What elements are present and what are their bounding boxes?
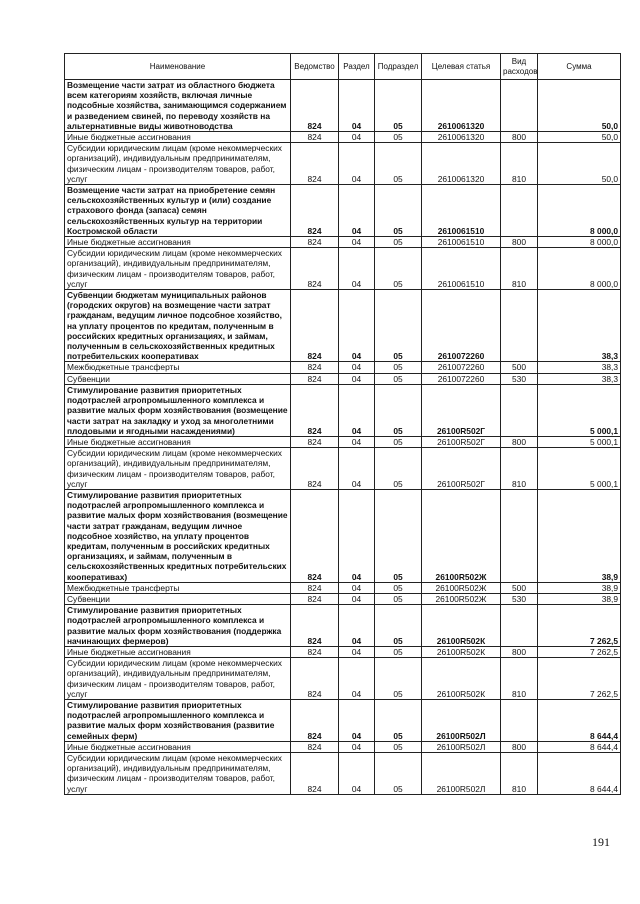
header-kind: Вид расходов: [501, 54, 538, 80]
table-row: [65, 605, 621, 647]
cell-department: 824: [291, 593, 339, 604]
cell-kind: [501, 290, 538, 362]
cell-sum: 38,9: [538, 593, 621, 604]
header-department: Ведомство: [291, 54, 339, 80]
table-row: [65, 237, 621, 248]
cell-sum: 8 000,0: [538, 185, 621, 237]
cell-department: 824: [291, 132, 339, 143]
cell-department: 824: [291, 605, 339, 647]
cell-kind: 500: [501, 362, 538, 373]
cell-target: 26100R502Л: [422, 699, 501, 741]
cell-target: 26100R502Г: [422, 448, 501, 490]
table-row: [65, 582, 621, 593]
cell-target: 26100R502Г: [422, 436, 501, 447]
cell-subsection: 05: [375, 143, 422, 185]
cell-sum: 5 000,1: [538, 448, 621, 490]
cell-name: Межбюджетные трансферты: [65, 362, 291, 373]
cell-subsection: 05: [375, 248, 422, 290]
cell-sum: 5 000,1: [538, 384, 621, 436]
cell-kind: 530: [501, 373, 538, 384]
cell-sum: 50,0: [538, 132, 621, 143]
table-row: [65, 448, 621, 490]
table-body: [65, 80, 621, 795]
cell-sum: 38,9: [538, 489, 621, 582]
cell-name: Стимулирование развития приоритетных подотраслей агропромышленного комплекса и развитие малых форм хозяйствования (возмещение части затрат гражданам, ведущим личное подсобное хозяйство, на уплату процентов кредитам, полученным в российских кредитных организациях, и займам, полученным в сельскохозяйственных кредитных потребительских кооперативах): [65, 489, 291, 582]
cell-section: 04: [339, 80, 375, 132]
cell-sum: 8 644,4: [538, 741, 621, 752]
cell-department: 824: [291, 248, 339, 290]
header-target: Целевая статья: [422, 54, 501, 80]
cell-target: 2610061510: [422, 237, 501, 248]
cell-kind: [501, 699, 538, 741]
cell-section: 04: [339, 185, 375, 237]
cell-kind: [501, 384, 538, 436]
cell-subsection: 05: [375, 384, 422, 436]
cell-sum: 50,0: [538, 80, 621, 132]
cell-section: 04: [339, 237, 375, 248]
cell-name: Стимулирование развития приоритетных подотраслей агропромышленного комплекса и развитие малых форм хозяйствования (возмещение части затрат на закладку и уход за многолетними плодовыми и ягодными насаждениями): [65, 384, 291, 436]
cell-kind: 810: [501, 448, 538, 490]
cell-sum: 8 644,4: [538, 699, 621, 741]
cell-name: Межбюджетные трансферты: [65, 582, 291, 593]
cell-section: 04: [339, 741, 375, 752]
cell-section: 04: [339, 658, 375, 700]
cell-target: 2610061320: [422, 143, 501, 185]
cell-department: 824: [291, 741, 339, 752]
cell-name: Возмещение части затрат из областного бюджета всем категориям хозяйств, включая личные подсобные хозяйства, занимающимся содержанием и разведением свиней, по переводу хозяйств на альтернативные виды животноводства: [65, 80, 291, 132]
cell-department: 824: [291, 143, 339, 185]
table-row: [65, 741, 621, 752]
cell-subsection: 05: [375, 605, 422, 647]
cell-name: Иные бюджетные ассигнования: [65, 741, 291, 752]
cell-name: Стимулирование развития приоритетных подотраслей агропромышленного комплекса и развитие малых форм хозяйствования (развитие семейных ферм): [65, 699, 291, 741]
table-row: [65, 489, 621, 582]
cell-kind: 500: [501, 582, 538, 593]
cell-subsection: 05: [375, 448, 422, 490]
cell-target: 26100R502К: [422, 605, 501, 647]
cell-name: Субсидии юридическим лицам (кроме некоммерческих организаций), индивидуальным предпринимателям, физическим лицам - производителям товаров, работ, услуг: [65, 658, 291, 700]
cell-section: 04: [339, 582, 375, 593]
table-row: [65, 132, 621, 143]
budget-table: [64, 53, 621, 795]
cell-department: 824: [291, 582, 339, 593]
cell-section: 04: [339, 436, 375, 447]
cell-section: 04: [339, 290, 375, 362]
cell-name: Субвенции бюджетам муниципальных районов (городских округов) на возмещение части затрат гражданам, ведущим личное подсобное хозяйство, на уплату процентов по кредитам, полученным в российских кредитных организациях, и займам, полученным в сельскохозяйственных кредитных потребительских кооперативах: [65, 290, 291, 362]
cell-kind: 810: [501, 753, 538, 795]
cell-target: 26100R502Г: [422, 384, 501, 436]
cell-department: 824: [291, 384, 339, 436]
cell-department: 824: [291, 290, 339, 362]
cell-section: 04: [339, 753, 375, 795]
cell-section: 04: [339, 593, 375, 604]
table-row: [65, 80, 621, 132]
cell-department: 824: [291, 699, 339, 741]
cell-subsection: 05: [375, 185, 422, 237]
cell-subsection: 05: [375, 699, 422, 741]
cell-kind: [501, 185, 538, 237]
cell-target: 26100R502Ж: [422, 582, 501, 593]
table-row: [65, 185, 621, 237]
cell-target: 26100R502К: [422, 646, 501, 657]
cell-section: 04: [339, 143, 375, 185]
cell-department: 824: [291, 373, 339, 384]
cell-kind: 800: [501, 741, 538, 752]
cell-department: 824: [291, 80, 339, 132]
cell-name: Субвенции: [65, 593, 291, 604]
cell-department: 824: [291, 489, 339, 582]
cell-sum: 7 262,5: [538, 658, 621, 700]
cell-section: 04: [339, 373, 375, 384]
cell-section: 04: [339, 248, 375, 290]
cell-subsection: 05: [375, 362, 422, 373]
cell-subsection: 05: [375, 646, 422, 657]
table-row: [65, 143, 621, 185]
table-row: [65, 248, 621, 290]
cell-section: 04: [339, 646, 375, 657]
cell-kind: 810: [501, 248, 538, 290]
cell-section: 04: [339, 384, 375, 436]
cell-name: Иные бюджетные ассигнования: [65, 646, 291, 657]
cell-subsection: 05: [375, 741, 422, 752]
cell-name: Иные бюджетные ассигнования: [65, 237, 291, 248]
cell-target: 2610072260: [422, 290, 501, 362]
cell-target: 26100R502К: [422, 658, 501, 700]
table-row: [65, 436, 621, 447]
cell-target: 2610061320: [422, 132, 501, 143]
cell-subsection: 05: [375, 373, 422, 384]
table-row: [65, 384, 621, 436]
cell-target: 26100R502Ж: [422, 489, 501, 582]
cell-subsection: 05: [375, 658, 422, 700]
cell-subsection: 05: [375, 132, 422, 143]
cell-kind: 810: [501, 143, 538, 185]
cell-department: 824: [291, 646, 339, 657]
cell-kind: 810: [501, 658, 538, 700]
cell-section: 04: [339, 132, 375, 143]
cell-kind: 800: [501, 132, 538, 143]
cell-department: 824: [291, 448, 339, 490]
cell-kind: [501, 489, 538, 582]
cell-section: 04: [339, 699, 375, 741]
table-row: [65, 290, 621, 362]
cell-department: 824: [291, 185, 339, 237]
cell-section: 04: [339, 362, 375, 373]
header-subsection: Подраздел: [375, 54, 422, 80]
table-row: [65, 753, 621, 795]
cell-section: 04: [339, 605, 375, 647]
cell-sum: 38,3: [538, 290, 621, 362]
cell-name: Субсидии юридическим лицам (кроме некоммерческих организаций), индивидуальным предпринимателям, физическим лицам - производителям товаров, работ, услуг: [65, 448, 291, 490]
cell-kind: 800: [501, 237, 538, 248]
cell-department: 824: [291, 658, 339, 700]
cell-name: Возмещение части затрат на приобретение семян сельскохозяйственных культур и (или) создание страхового фонда (запаса) семян сельскохозяйственных культур на территории Костромской области: [65, 185, 291, 237]
page-number: 191: [592, 835, 610, 849]
cell-kind: 530: [501, 593, 538, 604]
header-name: Наименование: [65, 54, 291, 80]
cell-subsection: 05: [375, 80, 422, 132]
cell-target: 2610072260: [422, 362, 501, 373]
cell-target: 2610061320: [422, 80, 501, 132]
cell-target: 26100R502Л: [422, 753, 501, 795]
cell-sum: 8 000,0: [538, 237, 621, 248]
cell-department: 824: [291, 237, 339, 248]
cell-kind: 800: [501, 436, 538, 447]
cell-target: 2610072260: [422, 373, 501, 384]
table-row: [65, 658, 621, 700]
cell-kind: [501, 80, 538, 132]
cell-subsection: 05: [375, 753, 422, 795]
cell-sum: 38,3: [538, 373, 621, 384]
cell-target: 26100R502Ж: [422, 593, 501, 604]
cell-sum: 50,0: [538, 143, 621, 185]
cell-subsection: 05: [375, 489, 422, 582]
cell-department: 824: [291, 436, 339, 447]
cell-department: 824: [291, 753, 339, 795]
table-header-row: [65, 54, 621, 80]
cell-subsection: 05: [375, 593, 422, 604]
table-row: [65, 699, 621, 741]
cell-name: Стимулирование развития приоритетных подотраслей агропромышленного комплекса и развитие малых форм хозяйствования (поддержка начинающих фермеров): [65, 605, 291, 647]
cell-name: Субсидии юридическим лицам (кроме некоммерческих организаций), индивидуальным предпринимателям, физическим лицам - производителям товаров, работ, услуг: [65, 248, 291, 290]
cell-sum: 38,9: [538, 582, 621, 593]
cell-sum: 5 000,1: [538, 436, 621, 447]
cell-name: Иные бюджетные ассигнования: [65, 132, 291, 143]
cell-kind: [501, 605, 538, 647]
header-sum: Сумма: [538, 54, 621, 80]
cell-name: Субвенции: [65, 373, 291, 384]
cell-subsection: 05: [375, 237, 422, 248]
cell-sum: 7 262,5: [538, 646, 621, 657]
table-row: [65, 646, 621, 657]
cell-sum: 8 644,4: [538, 753, 621, 795]
cell-section: 04: [339, 448, 375, 490]
cell-subsection: 05: [375, 436, 422, 447]
table-row: [65, 362, 621, 373]
cell-sum: 8 000,0: [538, 248, 621, 290]
table-row: [65, 593, 621, 604]
cell-name: Иные бюджетные ассигнования: [65, 436, 291, 447]
header-section: Раздел: [339, 54, 375, 80]
cell-department: 824: [291, 362, 339, 373]
cell-sum: 7 262,5: [538, 605, 621, 647]
cell-sum: 38,3: [538, 362, 621, 373]
cell-target: 2610061510: [422, 248, 501, 290]
table-row: [65, 373, 621, 384]
cell-target: 2610061510: [422, 185, 501, 237]
cell-target: 26100R502Л: [422, 741, 501, 752]
cell-name: Субсидии юридическим лицам (кроме некоммерческих организаций), индивидуальным предпринимателям, физическим лицам - производителям товаров, работ, услуг: [65, 143, 291, 185]
cell-kind: 800: [501, 646, 538, 657]
cell-section: 04: [339, 489, 375, 582]
cell-subsection: 05: [375, 290, 422, 362]
cell-name: Субсидии юридическим лицам (кроме некоммерческих организаций), индивидуальным предпринимателям, физическим лицам - производителям товаров, работ, услуг: [65, 753, 291, 795]
cell-subsection: 05: [375, 582, 422, 593]
